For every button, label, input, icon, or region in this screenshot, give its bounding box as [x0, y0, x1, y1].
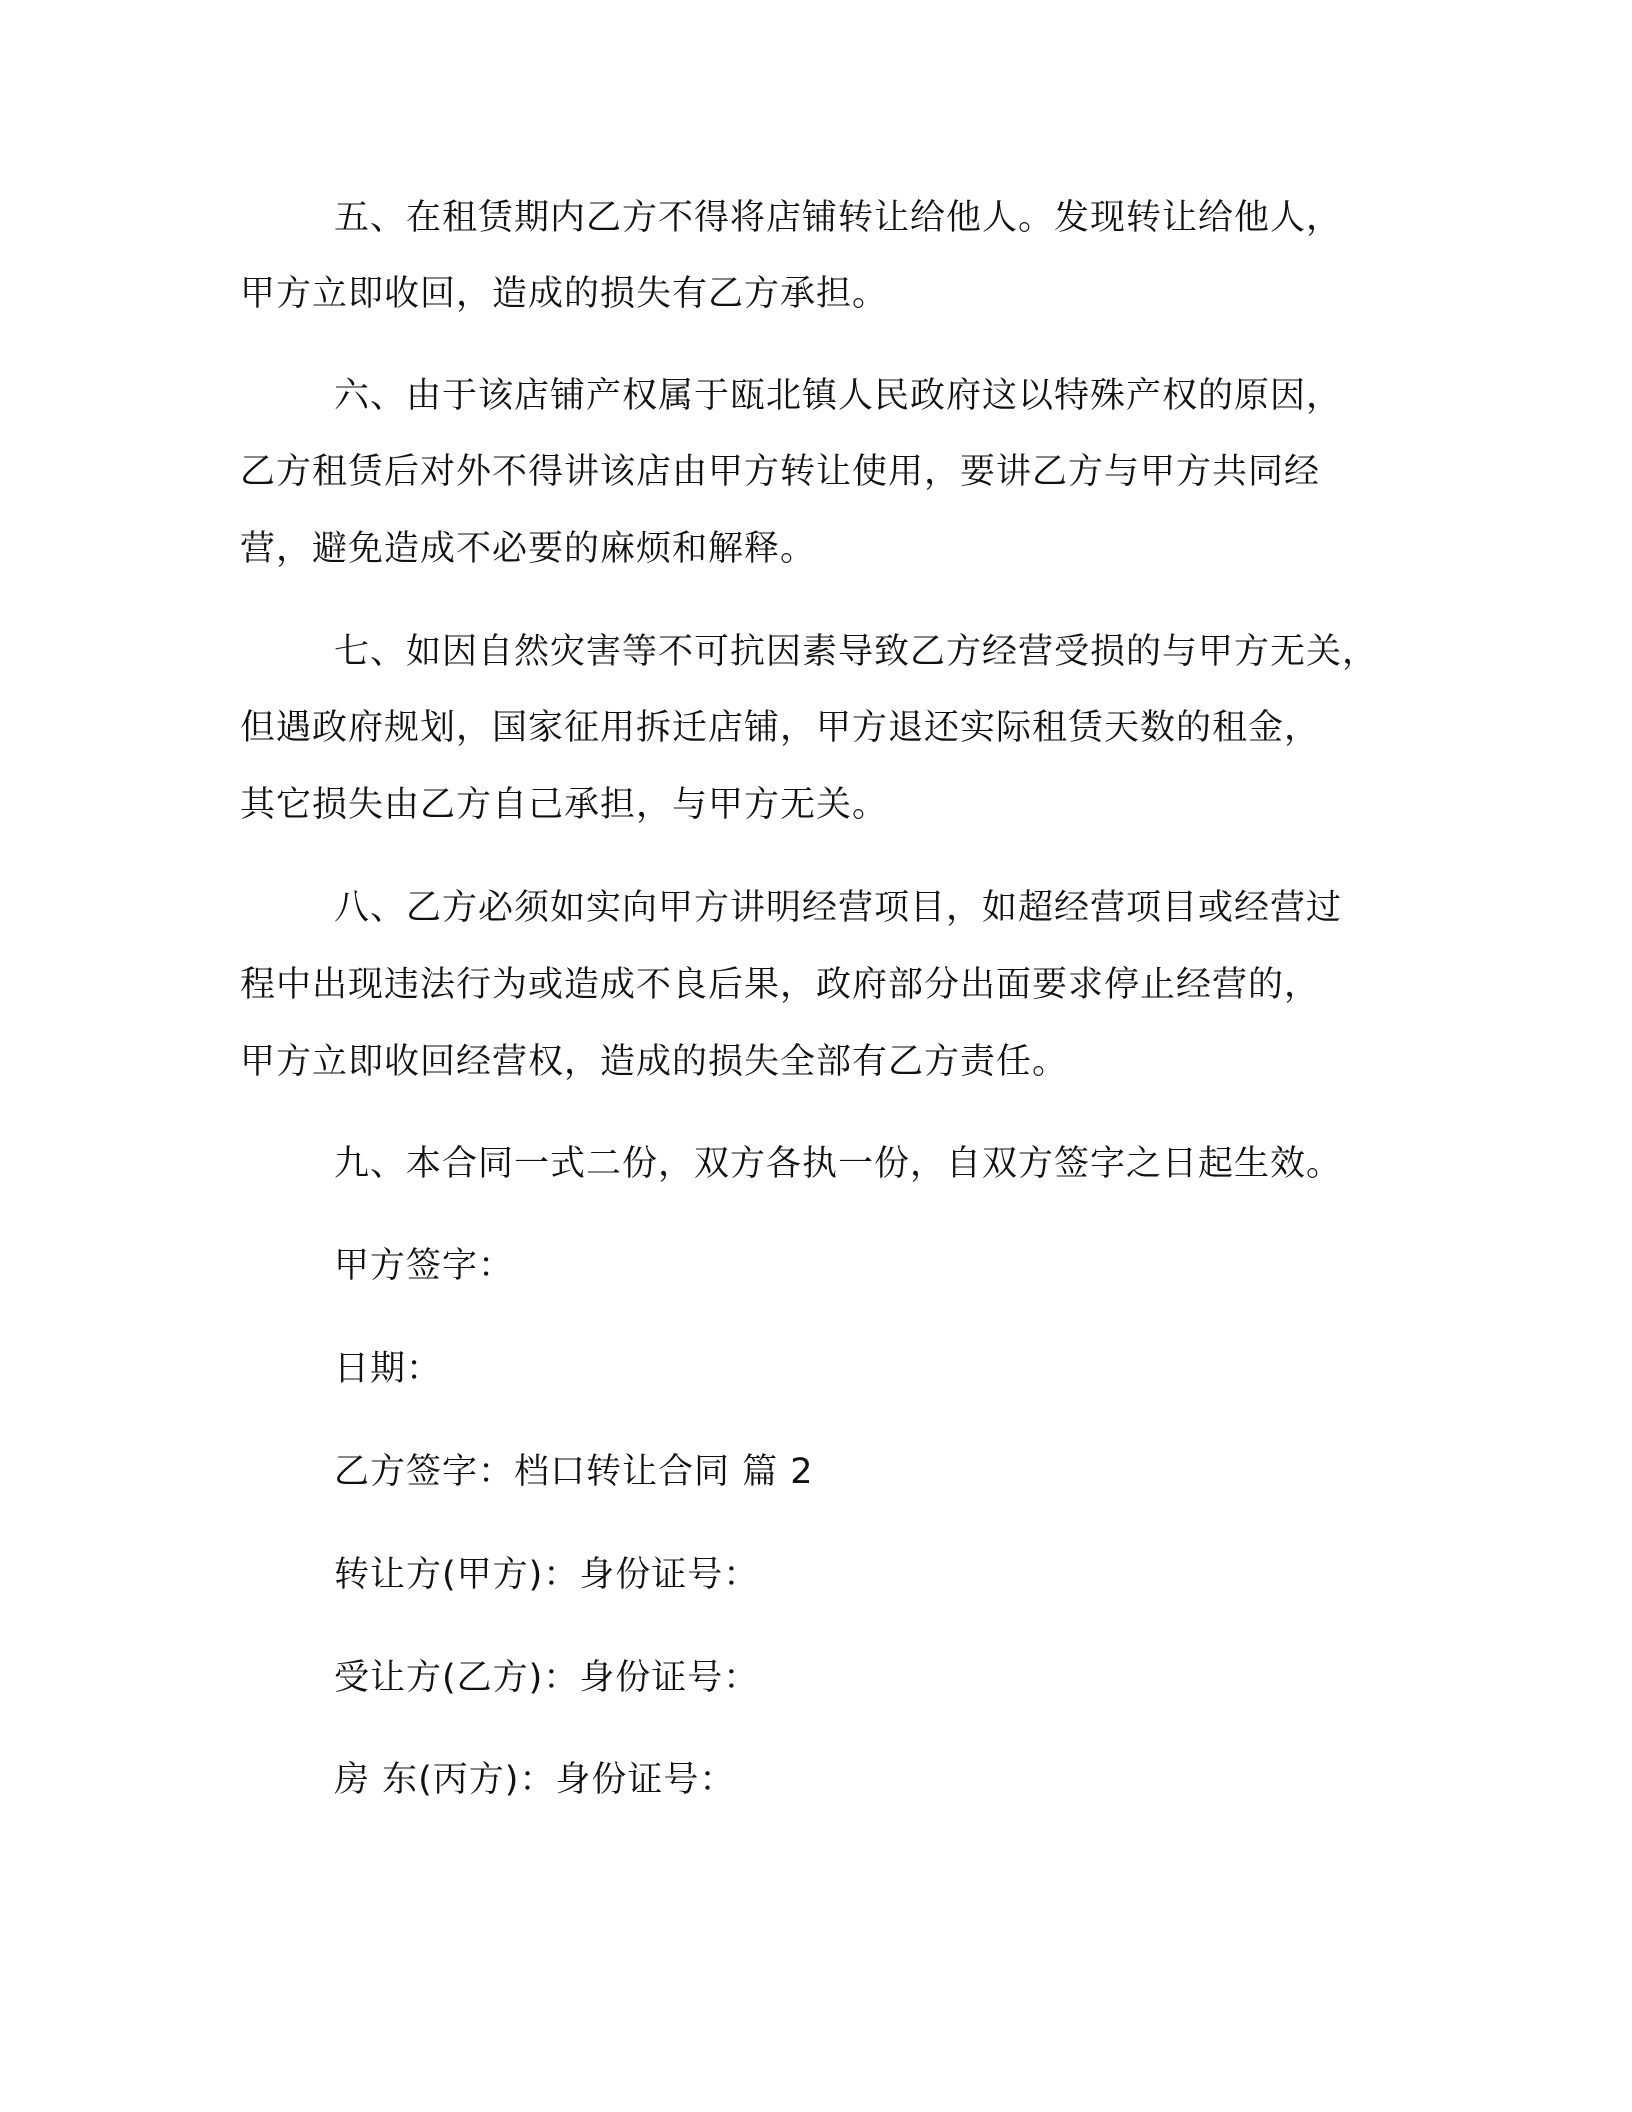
date-label: 日期： — [334, 1349, 443, 1389]
clause-7-line-2: 但遇政府规划，国家征用拆迁店铺，甲方退还实际租赁天数的租金， — [240, 708, 1321, 748]
party-b-signature-label: 乙方签字：档口转让合同 篇 2 — [334, 1452, 814, 1492]
clause-8-line-2: 程中出现违法行为或造成不良后果，政府部分出面要求停止经营的， — [240, 965, 1321, 1005]
clause-6-line-2: 乙方租赁后对外不得讲该店由甲方转让使用，要讲乙方与甲方共同经 — [240, 452, 1321, 492]
clause-8-line-1: 八、乙方必须如实向甲方讲明经营项目，如超经营项目或经营过 — [334, 888, 1343, 928]
clause-7-line-1: 七、如因自然灾害等不可抗因素导致乙方经营受损的与甲方无关， — [334, 632, 1379, 672]
clause-9-line-1: 九、本合同一式二份，双方各执一份，自双方签字之日起生效。 — [334, 1144, 1343, 1184]
landlord-id-label: 房 东(丙方)：身份证号： — [334, 1760, 736, 1800]
clause-6-line-1: 六、由于该店铺产权属于瓯北镇人民政府这以特殊产权的原因， — [334, 376, 1343, 416]
clause-7-line-3: 其它损失由乙方自己承担，与甲方无关。 — [240, 785, 889, 825]
clause-6-line-3: 营，避免造成不必要的麻烦和解释。 — [240, 529, 817, 569]
clause-5-line-1: 五、在租赁期内乙方不得将店铺转让给他人。发现转让给他人， — [334, 198, 1343, 238]
transferor-id-label: 转让方(甲方)：身份证号： — [334, 1555, 760, 1595]
clause-8-line-3: 甲方立即收回经营权，造成的损失全部有乙方责任。 — [240, 1042, 1069, 1082]
transferee-id-label: 受让方(乙方)：身份证号： — [334, 1658, 760, 1698]
party-a-signature-label: 甲方签字： — [334, 1246, 515, 1286]
clause-5-line-2: 甲方立即收回，造成的损失有乙方承担。 — [240, 274, 889, 314]
